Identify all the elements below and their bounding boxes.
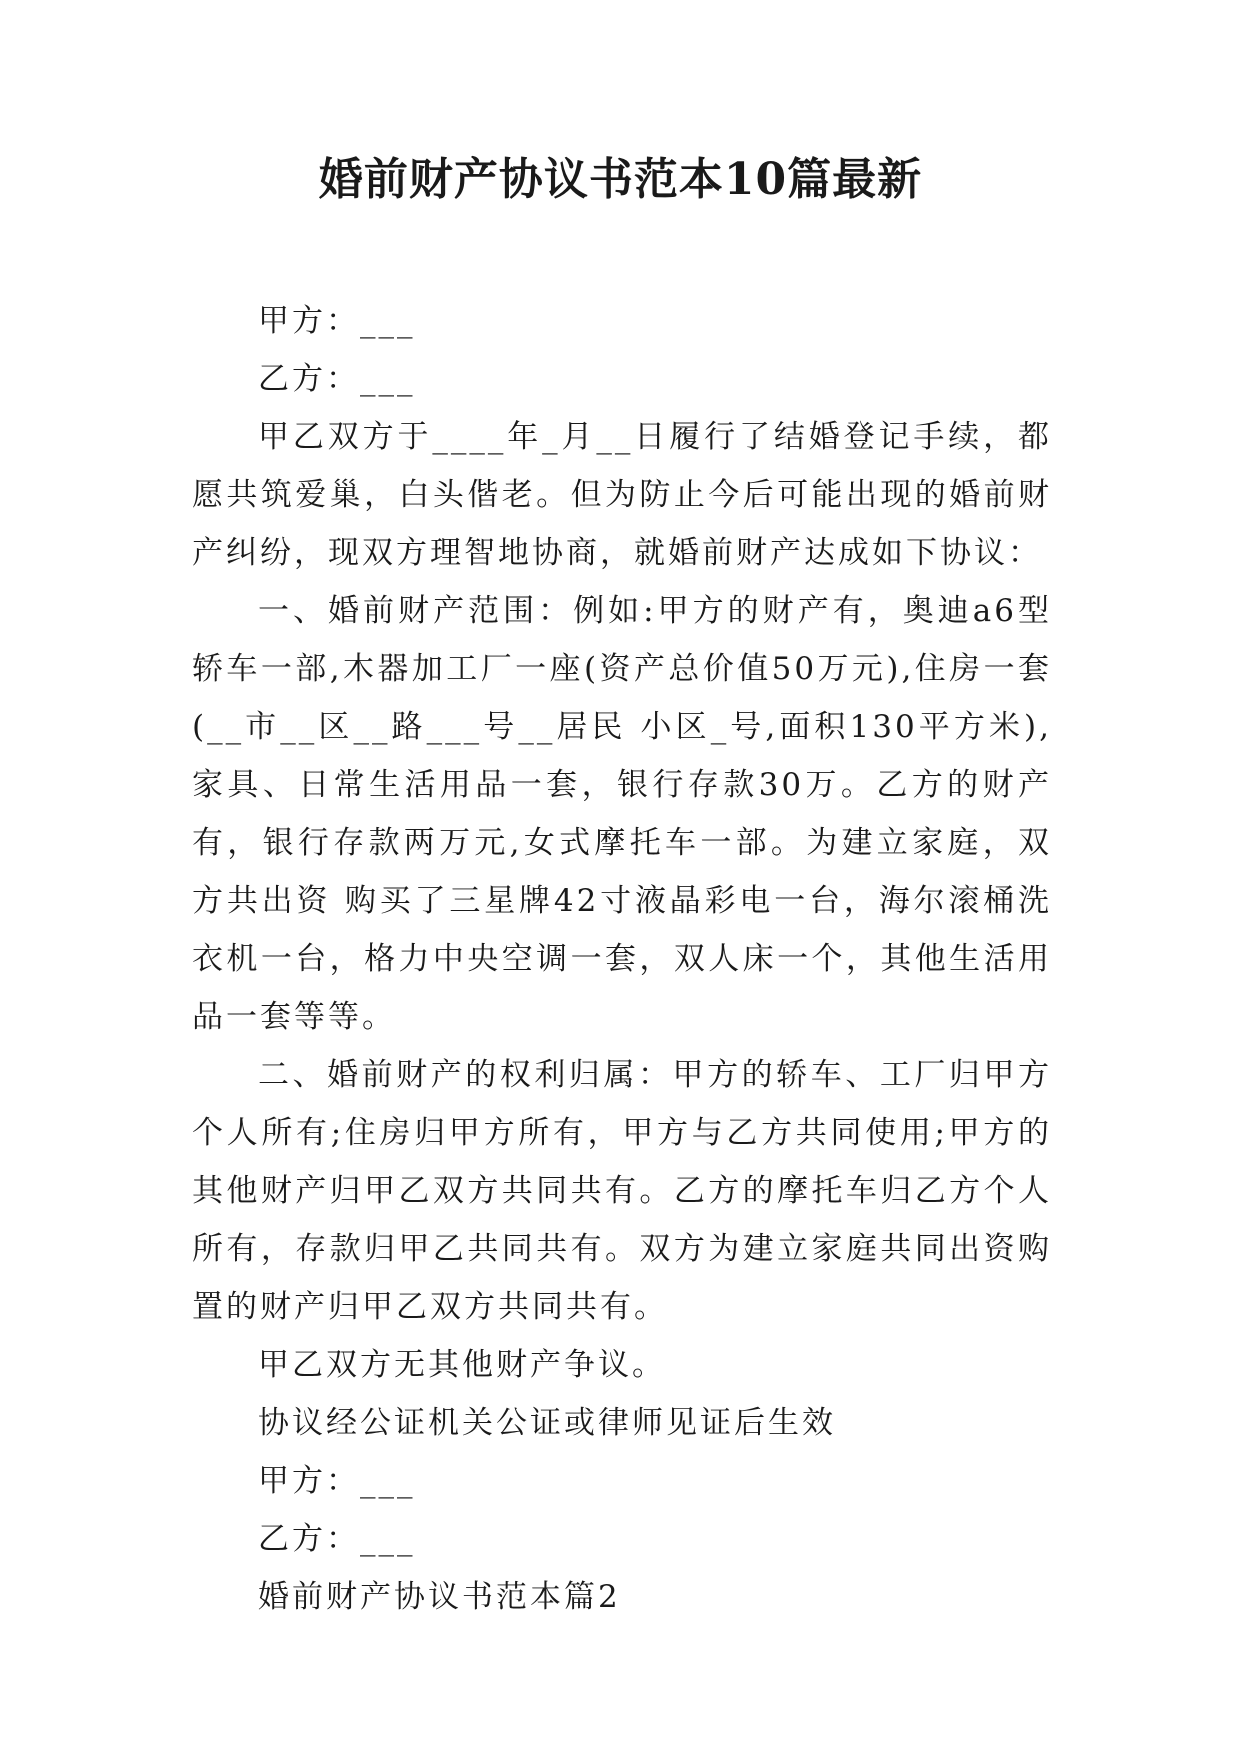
clause-two-paragraph: 二、婚前财产的权利归属：甲方的轿车、工厂归甲方个人所有;住房归甲方所有，甲方与乙方共同使用;甲方的其他财产归甲乙双方共同共有。乙方的摩托车归乙方个人所有，存款归甲乙共同共有。双方为建立家庭共同出资购置的财产归甲乙双方共同共有。: [192, 1057, 1052, 1325]
party-a-line: 甲方：___: [258, 303, 416, 339]
effective-line: 协议经公证机关公证或律师见证后生效: [258, 1405, 836, 1441]
party-a-signature-line: 甲方：___: [258, 1463, 416, 1499]
clause-one-paragraph: 一、婚前财产范围：例如:甲方的财产有，奥迪a6型轿车一部,木器加工厂一座(资产总价值50万元),住房一套(__市__区__路___号__居民 小区_号,面积130平方米),家具、日常生活用品一套，银行存款30万。乙方的财产有，银行存款两万元,女式摩托车一部。为建立家庭，双方共出资 购买了三星牌42寸液晶彩电一台，海尔滚桶洗衣机一台，格力中央空调一套，双人床一个，其他生活用品一套等等。: [192, 593, 1052, 1035]
party-b-line: 乙方：___: [258, 361, 416, 397]
intro-paragraph: 甲乙双方于____年_月__日履行了结婚登记手续，都愿共筑爱巢，白头偕老。但为防止今后可能出现的婚前财产纠纷，现双方理智地协商，就婚前财产达成如下协议：: [192, 419, 1052, 571]
no-dispute-line: 甲乙双方无其他财产争议。: [258, 1347, 666, 1383]
party-b-signature-line: 乙方：___: [258, 1521, 416, 1557]
document-title: 婚前财产协议书范本10篇最新: [318, 154, 923, 205]
document-body: [192, 292, 1052, 1626]
section-heading-2: 婚前财产协议书范本篇2: [258, 1579, 621, 1615]
